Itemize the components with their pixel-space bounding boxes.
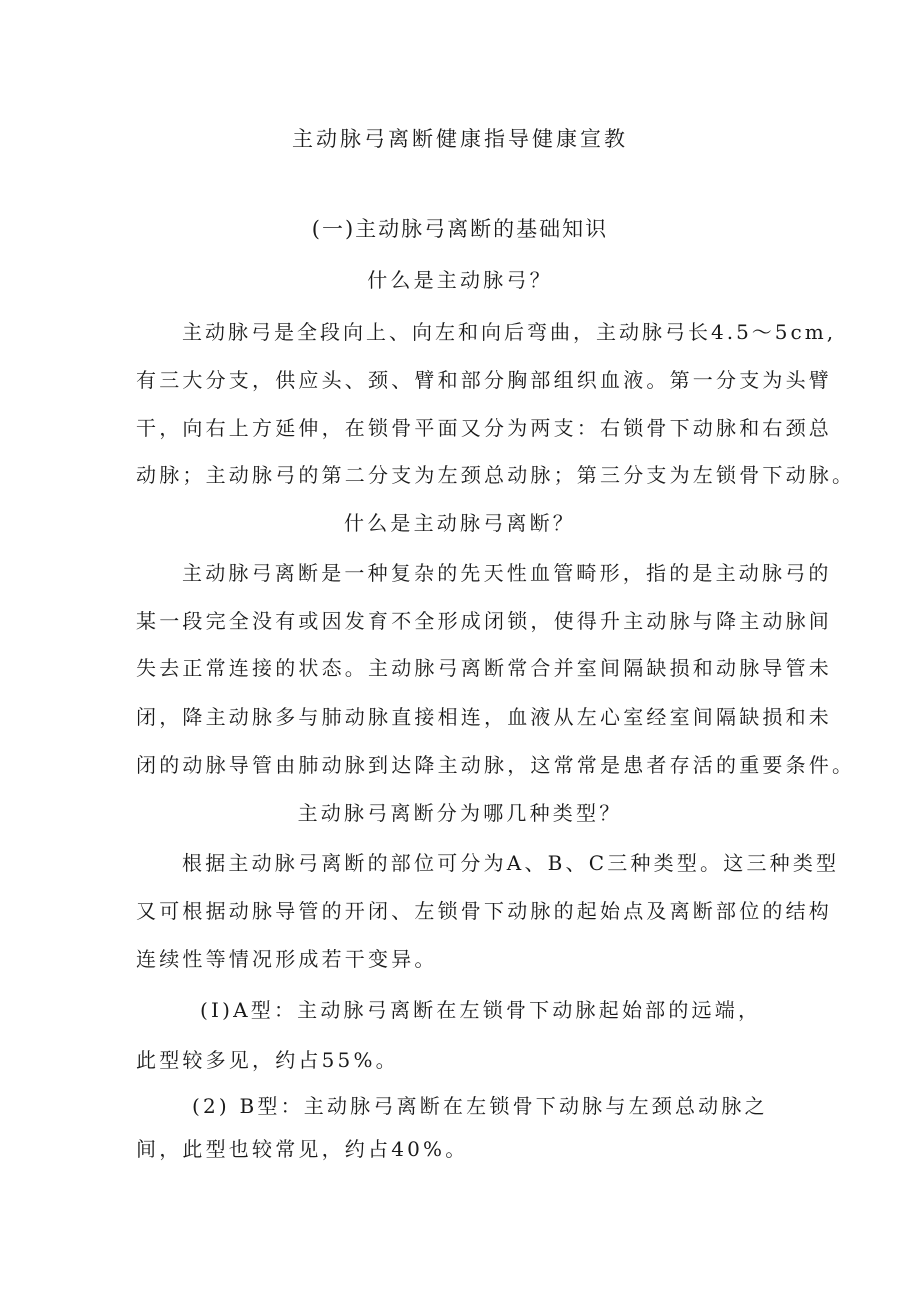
paragraph-line: 失去正常连接的状态。主动脉弓离断常合并室间隔缺损和动脉导管未 <box>136 656 832 680</box>
paragraph-line: 又可根据动脉导管的开闭、左锁骨下动脉的起始点及离断部位的结构 <box>136 899 832 923</box>
paragraph-line: 根据主动脉弓离断的部位可分为A、B、C三种类型。这三种类型 <box>182 851 840 875</box>
paragraph-line: 连续性等情况形成若干变异。 <box>136 947 438 971</box>
paragraph-line: 动脉；主动脉弓的第二分支为左颈总动脉；第三分支为左锁骨下动脉。 <box>136 463 856 487</box>
question-heading-1: 什么是主动脉弓？ <box>367 268 553 292</box>
paragraph-line: 有三大分支，供应头、颈、臂和部分胸部组织血液。第一分支为头臂 <box>136 368 832 392</box>
paragraph-line: 闭的动脉导管由肺动脉到达降主动脉，这常常是患者存活的重要条件。 <box>136 753 856 777</box>
paragraph-line: 某一段完全没有或因发育不全形成闭锁，使得升主动脉与降主动脉间 <box>136 609 832 633</box>
type-a-line: 此型较多见，约占55%。 <box>136 1048 399 1072</box>
paragraph-line: 干，向右上方延伸，在锁骨平面又分为两支：右锁骨下动脉和右颈总 <box>136 416 832 440</box>
document-title: 主动脉弓离断健康指导健康宣教 <box>292 127 628 151</box>
type-b-line: (2) B型：主动脉弓离断在左锁骨下动脉与左颈总动脉之 <box>192 1094 768 1118</box>
question-heading-2: 什么是主动脉弓离断？ <box>344 511 576 535</box>
section-heading: (一)主动脉弓离断的基础知识 <box>311 217 609 241</box>
type-b-line: 间，此型也较常见，约占40%。 <box>136 1137 469 1161</box>
question-heading-3: 主动脉弓离断分为哪几种类型？ <box>297 801 623 825</box>
paragraph-line: 闭，降主动脉多与肺动脉直接相连，血液从左心室经室间隔缺损和未 <box>136 705 832 729</box>
paragraph-line: 主动脉弓是全段向上、向左和向后弯曲，主动脉弓长4.5～5cm, <box>182 320 837 344</box>
paragraph-line: 主动脉弓离断是一种复杂的先天性血管畸形，指的是主动脉弓的 <box>182 561 832 585</box>
type-a-line: (I)A型：主动脉弓离断在左锁骨下动脉起始部的远端， <box>200 998 762 1022</box>
